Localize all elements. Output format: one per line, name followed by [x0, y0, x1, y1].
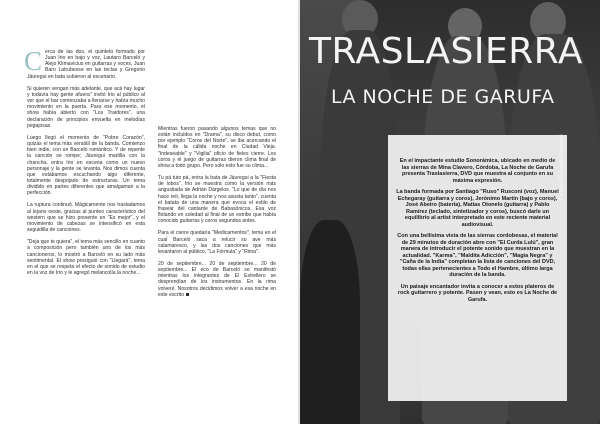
summary-paragraph: Un paisaje encantador invita a conocer a estos plateros de rock guitarrero y potente. Pasen y vean, esto es La Noche de Garufa. — [397, 283, 558, 303]
band-member-body — [300, 220, 360, 424]
article-title: TRASLASIERRA — [309, 31, 583, 72]
end-of-article-mark — [186, 293, 189, 296]
paragraph-final — [158, 261, 276, 298]
paragraph: Para el cierre quedaría "Medicamentos", tema en el cual Barceló saca a relucir su ave más calamaresco, y las dos canciones que más levantaron al público, "La Fórmula" y "Rima". — [158, 230, 276, 255]
paragraph-text: erca de las dos, el quinteto formado por Juan Irio en bajo y voz, Lautaro Barceló y Alejo Klimavicius en guitarras y voces, Juan Baro Latrubesse en las teclas y Gregorio Jáuregui en bata subieron al escenario. — [27, 49, 145, 80]
paragraph: La ruptura continuó. Mágicamente nos trasladamos al lejano oeste, gracias al punteo característico del western que se hizo presente en "Es mejor", y el movimiento de cabezas se intensificó en esta seguidilla de canciones. — [27, 202, 145, 234]
drop-cap: C — [24, 46, 43, 76]
left-page — [0, 0, 298, 424]
paragraph: "Deja que te quiera", el tema más sencillo en cuanto a composición pero también uno de los más cancioneros, lo mostró a Barceló en su lado más sentimental. El show prosiguió con "Llegará", tema en el que se respeta el efecto de sonido de estudio en la voz de Irio y le agregó melancolía la noche... — [27, 239, 146, 276]
paragraph — [24, 46, 145, 80]
summary-paragraph: Con una bellísima vista de las sierras cordobesas, el material de 29 minutos de duración abre con "El Curda Lulú", gran manera de introducir el potente sonido que muestran en la actualidad. "Karma", "Maldita Adicción", "Magia Negra" y "Caña de la India" completan la lista de canciones del DVD, todas ellas pertenecientes a Todo el Hambre, último larga duración de la banda. — [397, 233, 558, 278]
paragraph: Si quieren vengan más adelante, que acá hay lugar y todavía hay gente afuera" invitó Irio al público al ver que el bar comenzaba a llenarse y había mucho movimiento en la puerta. Para ese momento, el show había abierto con "Los Traidores", una declaración de principios envuelta en melodías pegajosas. — [27, 85, 145, 129]
article-column-2 — [158, 126, 276, 304]
summary-paragraph: En el impactante estudio Sonorámica, ubicado en medio de las sierras de Mina Clavero, Córdoba, La Noche de Garufa presenta Traslasierra, DVD que muestra al conjunto en su máxima expresión. — [399, 158, 556, 184]
paragraph: Mientras fueron pasando algunos temas que no están incluidos en "Drama", su disco debut, como por ejemplo "Coros del Norte", se iba acercando el final de la cálida noche en Ciudad Vieja. "Indeseable" y "Vigilia" oficio de fieles cierre. Los coros y el juego de guitarras dieron clima final de show a todo grupo. Pero solo esto fue su clima... — [158, 126, 276, 169]
paragraph-text: 20 de septiembre... 20 de septiembre... 20 de septiembre... El eco de Barceló se manifestó mientras los integrantes de El Estrellero se desprendían de los instrumentos. En la rima volveré. Nosotros decidimos volver a esa noche en este escrito — [158, 260, 276, 298]
article-subtitle: LA NOCHE DE GARUFA — [331, 86, 555, 108]
paragraph: Luego llegó el momento de "Pobre Corazón", quizás el tema más versátil de la banda. Comienzo bien indie, con un Barceló romántico. Y de repente la canción se rompe; Jáuregui martilla con la chancha, entra Irio en escena como un nuevo personaje y la gente se levanta. Nos dimos cuenta que estábamos escuchando algo diferente, totalmente despojado de estructuras. Un tema dividido en partes diferentes que amalgaman a la perfección. — [27, 134, 145, 197]
summary-paragraph: La banda formada por Santiago "Ruso" Rusconi (voz), Manuel Echegaray (guitarra y coros), Jerónimo Martín (bajo y coros), José Abeiro (batería), Matías Otonelo (guitarra) y Pablo Ramírez (teclado, sintetizador y coros), buscó darle un equilibrio al artist interpretado en este reciente material audiovisual. — [396, 189, 559, 228]
paragraph: Tu pá tuto pá, entra la bata de Jáuregui a la "Fiesta de lobos". Irio se muestra como la versión más angustiada de Adrián Dárgelos. "Lo que de día nos hace reír, llega la noche y nos asusta tanto", cuenta el batata de una manera que evoca el estilo de frasear del cantante de Babasónicos. Esa voz flotando en soledad al final de un estribo que había conocido guitarras y coros segundos antes. — [158, 175, 276, 225]
article-column-1 — [24, 46, 146, 282]
summary-text — [396, 158, 559, 308]
